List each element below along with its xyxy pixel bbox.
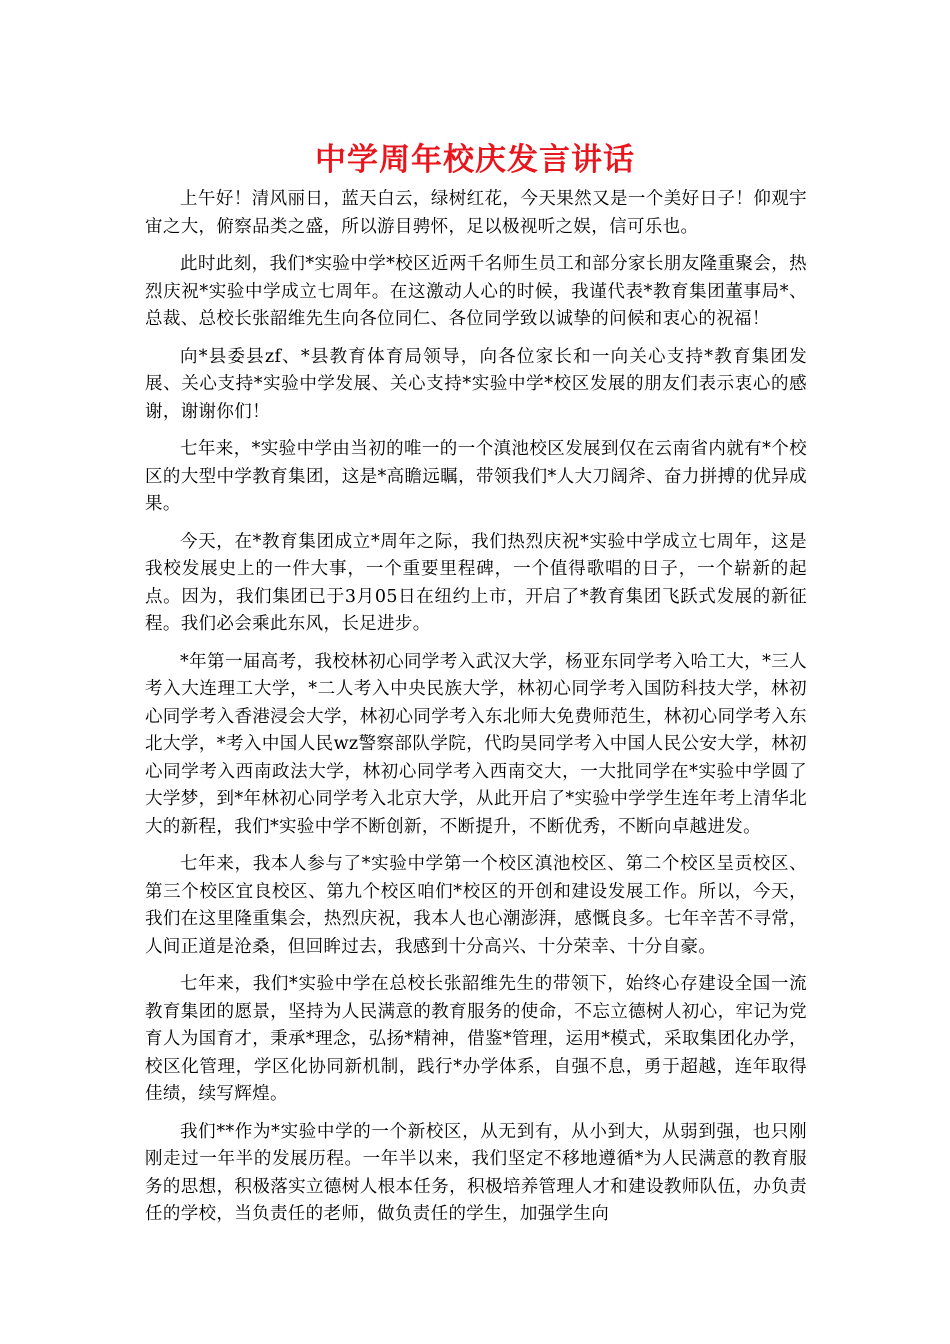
paragraph-9: 我们**作为*实验中学的一个新校区，从无到有，从小到大，从弱到强，也只刚刚走过一年半的发展历程。一年半以来，我们坚定不移地遵循*为人民满意的教育服务的思想，积极落实立德树人根本任务，积极培养管理人才和建设教师队伍，办负责任的学校，当负责任的老师，做负责任的学生，加强学生向 — [145, 1121, 807, 1224]
document-title: 中学周年校庆发言讲话 — [315, 142, 635, 178]
paragraph-1: 上午好！清风丽日，蓝天白云，绿树红花，今天果然又是一个美好日子！仰观宇宙之大，俯察品类之盛，所以游目骋怀，足以极视听之娱，信可乐也。 — [145, 189, 807, 237]
paragraph-4: 七年来，*实验中学由当初的唯一的一个滇池校区发展到仅在云南省内就有*个校区的大型中学教育集团，这是*高瞻远瞩，带领我们*人大刀阔斧、奋力拼搏的优异成果。 — [145, 439, 808, 514]
paragraph-6: *年第一届高考，我校林初心同学考入武汉大学，杨亚东同学考入哈工大，*三人考入大连理工大学，*二人考入中央民族大学，林初心同学考入国防科技大学，林初心同学考入香港浸会大学，林初心同学考入东北师大免费师范生，林初心同学考入东北大学，*考入中国人民wz警察部队学院，代昀昊同学考入中国人民公安大学，林初心同学考入西南政法大学，林初心同学考入西南交大，一大批同学在*实验中学圆了大学梦，到*年林初心同学考入北京大学，从此开启了*实验中学学生连年考上清华北大的新程，我们*实验中学不断创新，不断提升，不断优秀，不断向卓越进发。 — [145, 651, 807, 837]
paragraph-5: 今天，在*教育集团成立*周年之际，我们热烈庆祝*实验中学成立七周年，这是我校发展史上的一件大事，一个重要里程碑，一个值得歌唱的日子，一个崭新的起点。因为，我们集团已于3月05日在纽约上市，开启了*教育集团飞跃式发展的新征程。我们必会乘此东风，长足进步。 — [145, 531, 807, 634]
paragraph-7: 七年来，我本人参与了*实验中学第一个校区滇池校区、第二个校区呈贡校区、第三个校区宜良校区、第九个校区咱们*校区的开创和建设发展工作。所以，今天，我们在这里隆重集会，热烈庆祝，我本人也心潮澎湃，感慨良多。七年辛苦不寻常，人间正道是沧桑，但回眸过去，我感到十分高兴、十分荣幸、十分自豪。 — [145, 854, 807, 957]
paragraph-8: 七年来，我们*实验中学在总校长张韶维先生的带领下，始终心存建设全国一流教育集团的愿景，坚持为人民满意的教育服务的使命，不忘立德树人初心，牢记为党育人为国育才，秉承*理念，弘扬*精神，借鉴*管理，运用*模式，采取集团化办学，校区化管理，学区化协同新机制，践行*办学体系，自强不息，勇于超越，连年取得佳绩，续写辉煌。 — [145, 974, 807, 1104]
document-body — [145, 186, 807, 1239]
paragraph-2: 此时此刻，我们*实验中学*校区近两千名师生员工和部分家长朋友隆重聚会，热烈庆祝*实验中学成立七周年。在这激动人心的时候，我谨代表*教育集团董事局*、总裁、总校长张韶维先生向各位同仁、各位同学致以诚挚的问候和衷心的祝福！ — [145, 254, 807, 329]
paragraph-3: 向*县委县zf、*县教育体育局领导，向各位家长和一向关心支持*教育集团发展、关心支持*实验中学发展、关心支持*实验中学*校区发展的朋友们表示衷心的感谢，谢谢你们！ — [145, 346, 807, 422]
